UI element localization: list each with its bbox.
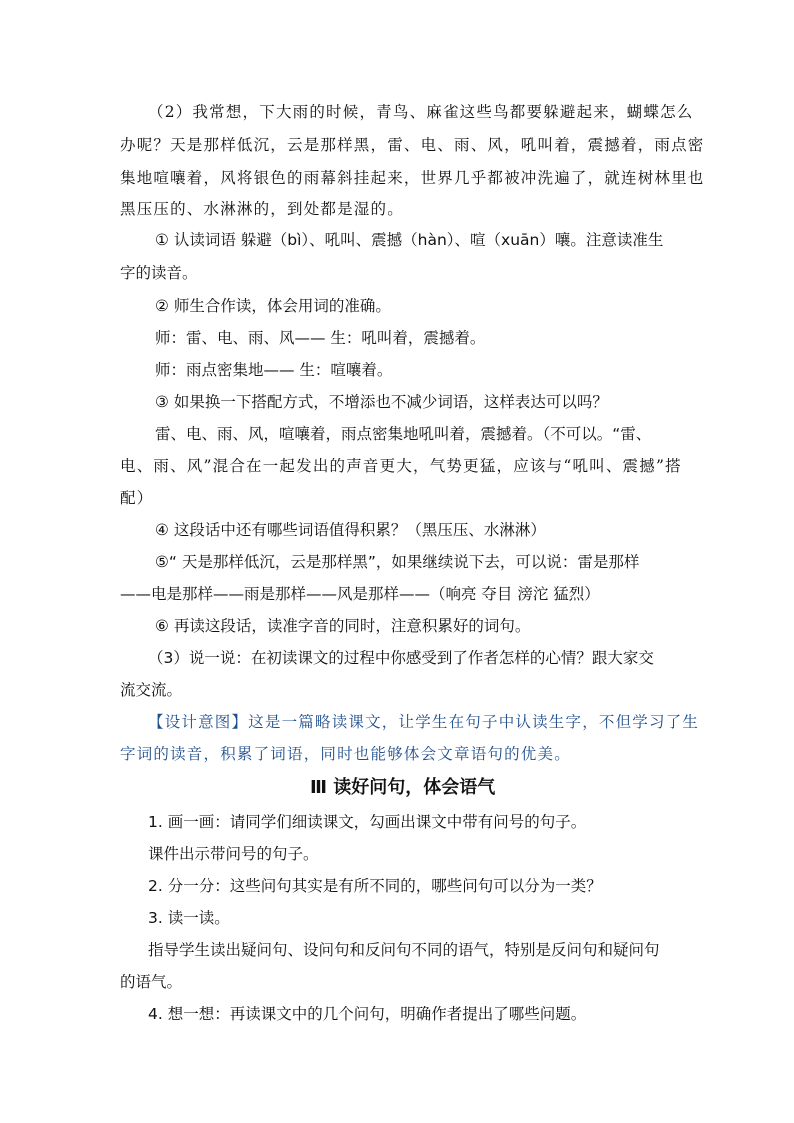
- para3-line-2: 流交流。: [120, 681, 183, 699]
- task4-line: 4. 想一想：再读课文中的几个问句，明确作者提出了哪些问题。: [148, 1005, 587, 1023]
- task2-line: 2. 分一分：这些问句其实是有所不同的，哪些问句可以分为一类？: [148, 877, 602, 895]
- step3-answer-line-3: 配）: [120, 489, 154, 507]
- task3-guide-line-2: 的语气。: [120, 973, 183, 991]
- step6-line: ⑥ 再读这段话，读准字音的同时，注意积累好的词句。: [155, 617, 531, 635]
- step4-line: ④ 这段话中还有哪些词语值得积累？（黑压压、水淋淋）: [155, 521, 546, 539]
- step3-answer-line-2: 电、雨、风”混合在一起发出的声音更大，气势更猛，应该与“吼叫、震撼”搭: [120, 457, 682, 475]
- task3-line: 3. 读一读。: [148, 909, 230, 927]
- task3-guide-line-1: 指导学生读出疑问句、设问句和反问句不同的语气，特别是反问句和疑问句: [148, 941, 660, 959]
- para2-line-3: 集地喧嚷着，风将银色的雨幕斜挂起来，世界几乎都被冲洗遍了，就连树林里也: [120, 169, 705, 187]
- dialogue-line-2: 师：雨点密集地—— 生：喧嚷着。: [155, 361, 393, 379]
- step1-line-1: ① 认读词语 躲避（bì）、吼叫、震撼（hàn）、喧（xuān）嚷。注意读准生: [155, 231, 664, 249]
- step1-line-2: 字的读音。: [120, 264, 198, 282]
- step3-question: ③ 如果换一下搭配方式，不增添也不减少词语，这样表达可以吗？: [155, 393, 608, 411]
- para3-line-1: （3）说一说：在初读课文的过程中你感受到了作者怎样的心情？跟大家交: [148, 649, 654, 667]
- design-intent-line-1: 【设计意图】这是一篇略读课文，让学生在句子中认读生字，不但学习了生: [148, 713, 700, 731]
- design-intent-line-2: 字词的读音，积累了词语，同时也能够体会文章语句的优美。: [120, 745, 571, 763]
- para2-line-4: 黑压压的、水淋淋的，到处都是湿的。: [120, 200, 404, 218]
- para2-line-1: （2）我常想，下大雨的时候，青鸟、麻雀这些鸟都要躲避起来，蝴蝶怎么: [148, 103, 694, 121]
- step2-line: ② 师生合作读，体会用词的准确。: [155, 297, 391, 315]
- task1-line: 1. 画一画：请同学们细读课文，勾画出课文中带有问号的句子。: [148, 813, 587, 831]
- task1-note: 课件出示带问号的句子。: [148, 845, 319, 863]
- dialogue-line-1: 师：雷、电、雨、风—— 生：吼叫着，震撼着。: [155, 329, 486, 347]
- step5-line-1: ⑤“ 天是那样低沉，云是那样黑”，如果继续说下去，可以说：雷是那样: [155, 553, 640, 571]
- step5-line-2: ——电是那样——雨是那样——风是那样——（响亮 夺目 滂沱 猛烈）: [120, 585, 600, 603]
- step3-answer-line-1: 雷、电、雨、风，喧嚷着，雨点密集地吼叫着，震撼着。（不可以。“雷、: [155, 425, 652, 443]
- para2-line-2: 办呢？天是那样低沉，云是那样黑，雷、电、雨、风，吼叫着，震撼着，雨点密: [120, 136, 705, 154]
- section-heading: Ⅲ 读好问句，体会语气: [310, 777, 496, 798]
